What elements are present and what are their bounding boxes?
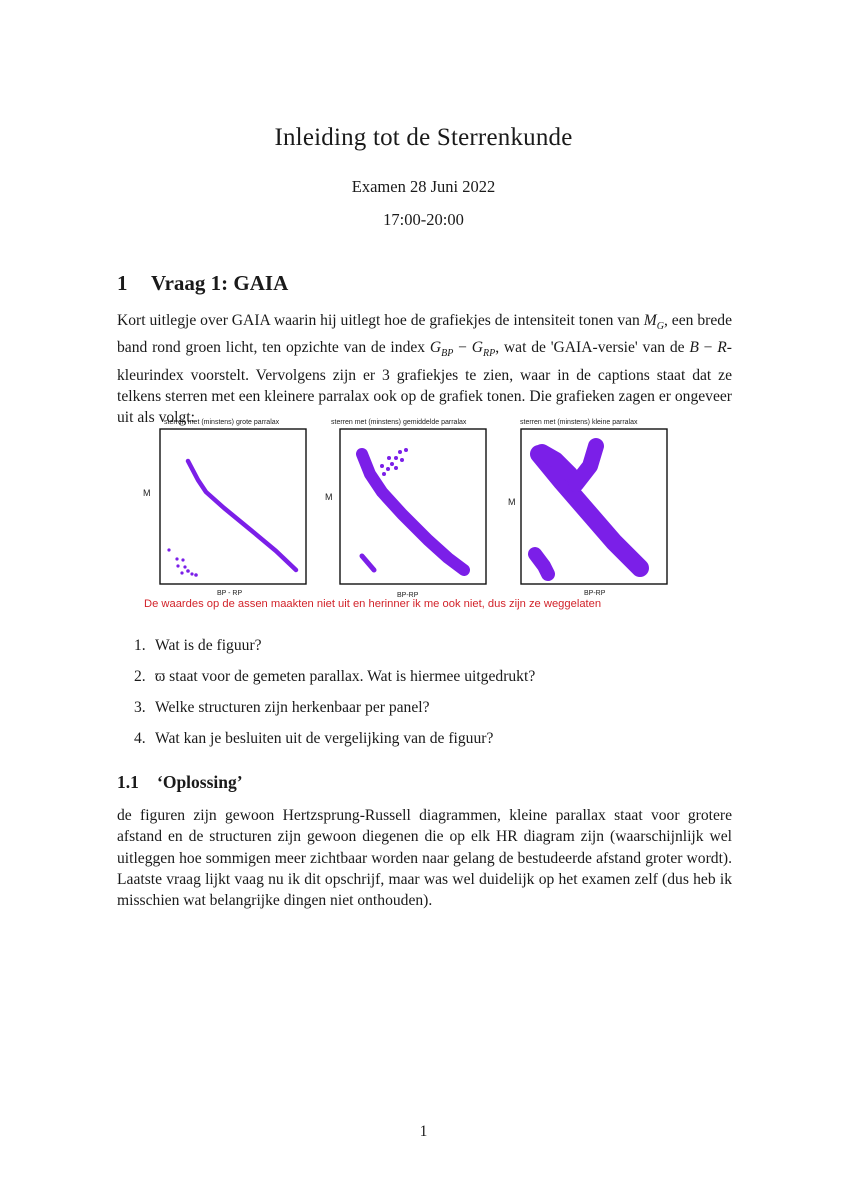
panel-1-dot: [190, 572, 193, 575]
subsection-title: ‘Oplossing’: [157, 772, 243, 792]
list-item: [134, 730, 734, 761]
panel-2-dot: [404, 448, 408, 452]
panel-2-dot: [380, 464, 384, 468]
math-minus-2: −: [698, 339, 718, 357]
math-g2: G: [471, 339, 483, 357]
panel-2-main-sequence: [362, 454, 464, 570]
question-text: Wat kan je besluiten uit de vergelijking van de figuur?: [155, 730, 494, 747]
panel-2-dot: [394, 456, 398, 460]
panel-1-dot: [175, 557, 178, 560]
list-item: [134, 668, 734, 699]
panel-3-ylabel: M: [508, 497, 516, 507]
subsection-heading: [117, 772, 243, 793]
panel-1-title: sterren met (minstens) grote parralax: [164, 419, 280, 426]
question-text: ϖ staat voor de gemeten parallax. Wat is hiermee uitgedrukt?: [155, 668, 536, 685]
question-number: 4.: [134, 730, 146, 747]
panel-2-title: sterren met (minstens) gemiddelde parralax: [331, 419, 467, 426]
list-item: [134, 699, 734, 730]
panel-1-main-sequence: [188, 461, 296, 570]
section-number: 1: [117, 271, 128, 295]
panel-1-xlabel: BP - RP: [217, 590, 243, 597]
page-number: 1: [419, 1123, 428, 1140]
figure-caption: De waardes op de assen maakten niet uit en herinner ik me ook niet, dus zijn ze weggelaten: [144, 598, 602, 610]
math-g2-sub: RP: [483, 348, 496, 360]
panel-2-white-dwarf-streak: [362, 556, 374, 570]
math-b: B: [689, 339, 699, 357]
panel-2-dot: [376, 479, 380, 483]
exam-time: 17:00-20:00: [383, 210, 464, 229]
panel-1-dot: [183, 565, 186, 568]
panel-1-dot: [186, 569, 190, 573]
panel-2-dot: [390, 462, 394, 466]
panel-2-dot: [386, 467, 390, 471]
panel-2-dot: [382, 472, 386, 476]
panel-2-dot: [387, 456, 391, 460]
question-text: Welke structuren zijn herkenbaar per panel?: [155, 699, 430, 716]
panel-3-xlabel: BP-RP: [584, 590, 606, 597]
panel-3-giant-branch: [576, 446, 596, 484]
intro-text-4: -kleurindex voorstelt. Vervolgens zijn er 3 grafiekjes te zien, waar in de captions staat dat ze telkens sterren met een kleinere parralax ook op de grafiek tonen. Die grafieken zagen er ongeveer uit als volgt:: [117, 339, 732, 427]
section-heading: [117, 271, 288, 296]
intro-paragraph: [117, 310, 732, 429]
panel-1-dot: [167, 548, 170, 551]
question-list: [134, 637, 734, 761]
exam-date: Examen 28 Juni 2022: [351, 177, 496, 196]
math-minus: −: [453, 339, 472, 357]
solution-paragraph: de figuren zijn gewoon Hertzsprung-Russell diagrammen, kleine parallax staat voor grotere afstand en de structuren zijn gewoon diegenen die op elk HR diagram zijn (waarschijnlijk wel uitleggen hoe sommigen meer zichtbaar worden naar gelang de bestudeerde afstand groter wordt). Laatste vraag lijkt vaag nu ik dit opschrijf, maar was wel duidelijk op het examen zelf (dus heb ik misschien wat belangrijke dingen niet onthouden).: [117, 807, 732, 910]
math-m: M: [643, 312, 657, 329]
panel-3-title: sterren met (minstens) kleine parralax: [520, 419, 638, 426]
panel-1-dot: [176, 564, 179, 567]
panel-1-ylabel: M: [143, 488, 151, 498]
panel-2-ylabel: M: [325, 492, 333, 502]
hr-sketch-figure: [130, 414, 700, 619]
question-number: 2.: [134, 668, 146, 685]
list-item: [134, 637, 734, 668]
question-number: 3.: [134, 699, 146, 716]
panel-2-xlabel: BP-RP: [397, 592, 419, 599]
intro-text-1: Kort uitlegje over GAIA waarin hij uitlegt hoe de grafiekjes de intensiteit tonen van: [117, 312, 644, 329]
panel-1-dot: [194, 573, 198, 577]
question-text: Wat is de figuur?: [155, 637, 262, 654]
math-r: R: [717, 339, 727, 357]
document-title: Inleiding tot de Sterrenkunde: [274, 124, 573, 151]
panel-3-white-dwarf-blob: [535, 554, 548, 574]
math-g1: G: [429, 339, 442, 357]
panel-2-dot: [398, 450, 402, 454]
section-title: Vraag 1: GAIA: [151, 271, 289, 295]
panel-2-dot: [394, 466, 398, 470]
panel-1-dot: [180, 571, 183, 574]
intro-text-2: , een brede band rond groen licht, ten opzichte van de index: [117, 312, 732, 357]
intro-text-3: , wat de 'GAIA-versie' van de: [495, 339, 690, 357]
math-m-sub: G: [656, 321, 664, 333]
math-g1-sub: BP: [441, 348, 454, 360]
panel-1-dot: [181, 558, 184, 561]
question-number: 1.: [134, 637, 146, 654]
panel-2-dot: [400, 458, 404, 462]
subsection-number: 1.1: [117, 772, 139, 792]
